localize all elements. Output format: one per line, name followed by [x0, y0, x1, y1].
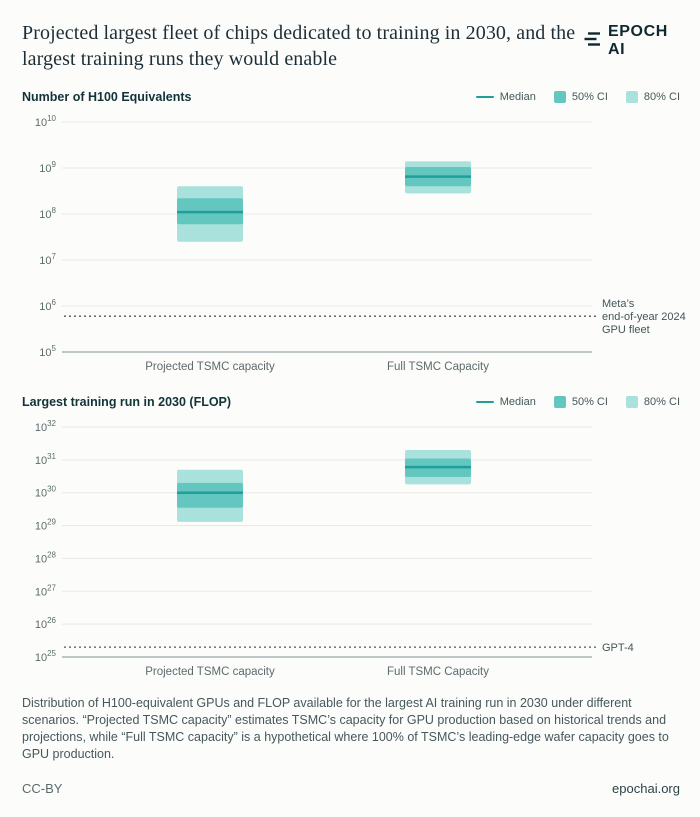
training-run-flop-chart: [22, 415, 682, 683]
panel-title-h100: Number of H100 Equivalents: [22, 89, 192, 104]
ci50-box: [177, 483, 243, 508]
y-tick-label: $10^5$: [39, 343, 56, 359]
y-tick-label: $10^{29}$: [34, 517, 56, 533]
y-tick-label: $10^{32}$: [34, 418, 56, 434]
y-tick-label: $10^6$: [39, 297, 56, 313]
legend-label-median: Median: [499, 90, 536, 103]
legend-item-ci80: [626, 396, 680, 408]
legend-label-median: Median: [499, 395, 536, 408]
page-title: Projected largest fleet of chips dedicated to training in 2030, and the largest training runs they would enable: [22, 22, 576, 71]
footer: [22, 781, 680, 796]
chart-caption: Distribution of H100-equivalent GPUs and FLOP available for the largest AI training run in 2030 under different scenarios. “Projected TSMC capacity” estimates TSMC’s capacity for GPU production based on historical trends and projections, while “Full TSMC capacity” is a hypothetical where 100% of TSMC’s leading-edge wafer capacity goes to GPU production.: [22, 695, 669, 762]
epochai-org-link[interactable]: epochai.org: [612, 781, 680, 797]
y-tick-label: $10^{25}$: [34, 648, 56, 664]
reference-label: GPU fleet: [602, 323, 650, 336]
legend-flop: [476, 396, 680, 408]
category-label: Projected TSMC capacity: [145, 360, 275, 373]
legend-label-ci50: 50% CI: [571, 395, 608, 408]
median-line-swatch-icon: [476, 96, 494, 99]
panel-header-flop: [22, 393, 680, 411]
ci50-swatch-icon: [554, 91, 566, 103]
h100-equivalents-chart: [22, 110, 686, 378]
y-tick-label: $10^{26}$: [34, 615, 56, 631]
y-tick-label: $10^7$: [39, 251, 56, 267]
legend-item-ci80: [626, 91, 680, 103]
reference-label: GPT-4: [602, 641, 634, 654]
category-label: Projected TSMC capacity: [145, 665, 275, 678]
legend-label-ci80: 80% CI: [643, 395, 680, 408]
ci50-swatch-icon: [554, 396, 566, 408]
epoch-logo-text: EPOCH AI: [608, 23, 668, 58]
reference-label: Meta’s: [602, 297, 635, 310]
y-tick-label: $10^{28}$: [34, 550, 56, 566]
category-label: Full TSMC Capacity: [386, 665, 490, 678]
y-tick-label: $10^9$: [39, 159, 56, 175]
license-label: CC-BY: [22, 781, 63, 797]
y-tick-label: $10^{30}$: [34, 484, 56, 500]
median-line-swatch-icon: [476, 401, 494, 404]
reference-label: end-of-year 2024: [602, 310, 686, 323]
header: [22, 20, 680, 73]
chart-panel-h100: [22, 88, 686, 378]
y-tick-label: $10^{27}$: [34, 583, 56, 599]
legend-item-ci50: [554, 396, 608, 408]
category-label: Full TSMC Capacity: [386, 360, 490, 373]
y-tick-label: $10^{31}$: [34, 451, 56, 467]
ci80-swatch-icon: [626, 91, 638, 103]
legend-label-ci80: 80% CI: [643, 90, 680, 103]
legend-item-ci50: [554, 91, 608, 103]
epoch-ai-logo: [582, 20, 680, 59]
legend-item-median: [476, 396, 536, 408]
chart-panel-flop: [22, 393, 680, 683]
y-tick-label: $10^8$: [39, 205, 56, 221]
legend-h100: [476, 91, 680, 103]
legend-label-ci50: 50% CI: [571, 90, 608, 103]
panel-title-flop: Largest training run in 2030 (FLOP): [22, 394, 232, 409]
ci80-swatch-icon: [626, 396, 638, 408]
y-tick-label: $10^{10}$: [34, 113, 56, 129]
panel-header-h100: [22, 88, 680, 106]
epoch-logo-icon: [582, 29, 602, 54]
legend-item-median: [476, 91, 536, 103]
